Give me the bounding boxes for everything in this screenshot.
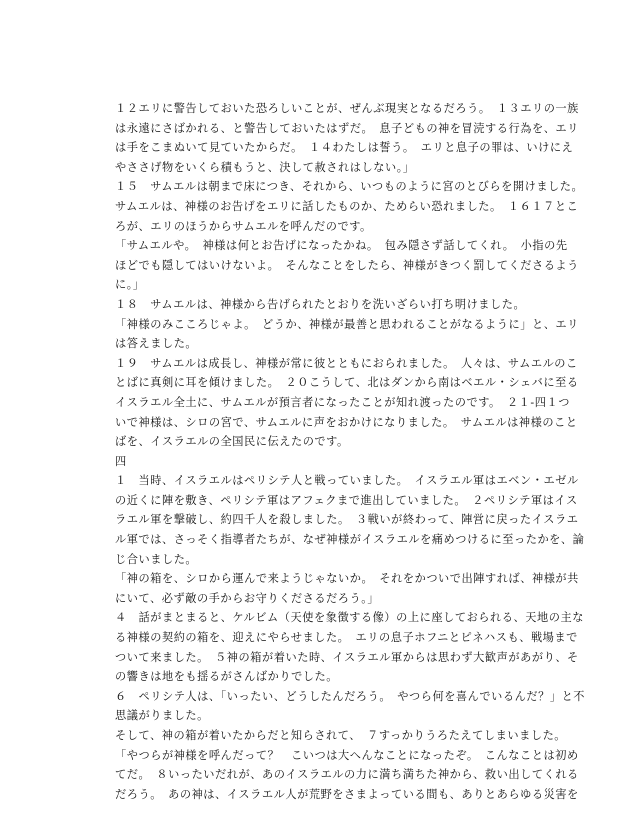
text-line: じ合いました。 bbox=[115, 552, 198, 566]
text-line: サムエルは、神様のお告げをエリに話したものか、ためらい恐れました。 １６１７とこ bbox=[115, 199, 579, 213]
text-line: とばに真剣に耳を傾けました。 ２０こうして、北はダンから南はベエル・シェバに至る bbox=[115, 376, 579, 390]
text-line: ６ ペリシテ人は、「いったい、どうしたんだろう。 やつら何を喜んでいるんだ？」と不 bbox=[115, 689, 586, 703]
text-line: ばを、イスラエルの全国民に伝えたのです。 bbox=[115, 435, 349, 449]
text-line: は答えました。 bbox=[115, 337, 198, 351]
text-line: ラエル軍を撃破し、約四千人を殺しました。 ３戦いが終わって、陣営に戻ったイスラエ bbox=[115, 513, 579, 527]
text-line: る神様の契約の箱を、迎えにやらせました。 エリの息子ホフニとピネハスも、戦場まで bbox=[115, 631, 578, 645]
text-line: に。」 bbox=[115, 278, 145, 292]
text-line: ろが、エリのほうからサムエルを呼んだのです。 bbox=[115, 219, 372, 233]
text-line: イスラエル全土に、サムエルが預言者になったことが知れ渡ったのです。 ２１‐四１つ bbox=[115, 395, 570, 409]
text-line: は永遠にさばかれる、と警告しておいたはずだ。 息子どもの神を冒涜する行為を、エリ bbox=[115, 121, 579, 135]
text-line: は手をこまぬいて見ていたからだ。 １４わたしは誓う。 エリと息子の罪は、いけにえ bbox=[115, 141, 574, 155]
text-line: 四 bbox=[115, 454, 127, 468]
text-line: やささげ物をいくら積もうと、決して赦されはしない。」 bbox=[115, 160, 415, 174]
text-line: そして、神の箱が着いたからだと知らされて、 ７すっかりうろたえてしまいました。 bbox=[115, 729, 567, 742]
text-line: てだ。 ８いったいだれが、あのイスラエルの力に満ち満ちた神から、救い出してくれる bbox=[115, 768, 579, 782]
text-line: の近くに陣を敷き、ペリシテ軍はアフェクまで進出していました。 ２ペリシテ軍はイス bbox=[115, 493, 578, 507]
body-text bbox=[115, 99, 586, 804]
text-line: 「神の箱を、シロから運んで来ようじゃないか。 それをかついで出陣すれば、神様が共 bbox=[115, 572, 579, 586]
text-line: 「神様のみこころじゃよ。 どうか、神様が最善と思われることがなるように」と、エリ bbox=[115, 317, 579, 331]
text-line: の響きは地をも揺るがさんばかりでした。 bbox=[115, 670, 339, 684]
text-line: １２エリに警告しておいた恐ろしいことが、ぜんぶ現実となるだろう。 １３エリの一族 bbox=[115, 102, 579, 115]
text-line: １ 当時、イスラエルはペリシテ人と戦っていました。 イスラエル軍はエベン・エゼル bbox=[115, 474, 579, 488]
text-line: １９ サムエルは成長し、神様が常に彼とともにおられました。 人々は、サムエルのこ bbox=[115, 356, 578, 370]
text-line: ル軍では、さっそく指導者たちが、なぜ神様がイスラエルを痛めつけるに至ったかを、論 bbox=[115, 533, 585, 547]
text-line: いで神様は、シロの宮で、サムエルに声をおかけになりました。 サムエルは神様のこと bbox=[115, 415, 578, 429]
text-line: １８ サムエルは、神様から告げられたとおりを洗いざらい打ち明けました。 bbox=[115, 297, 526, 311]
text-line: にいて、必ず敵の手からお守りくださるだろう。」 bbox=[115, 591, 380, 605]
text-line: １５ サムエルは朝まで床につき、それから、いつものように宮のとびらを開けました。 bbox=[115, 180, 584, 194]
text-line: 思議がりました。 bbox=[115, 709, 209, 723]
text-line: 「サムエルや。 神様は何とお告げになったかね。 包み隠さず話してくれ。 小指の先 bbox=[115, 239, 568, 253]
text-line: 「やつらが神様を呼んだって？ こいつは大へんなことになったぞ。 こんなことは初め bbox=[115, 748, 579, 762]
text-line: ４ 話がまとまると、ケルビム（天使を象徴する像）の上に座しておられる、天地の主な bbox=[115, 611, 584, 625]
text-line: だろう。 あの神は、イスラエル人が荒野をさまよっている間も、ありとあらゆる災害を bbox=[115, 787, 579, 801]
text-line: ついて来ました。 ５神の箱が着いた時、イスラエル軍からは思わず大歓声があがり、そ bbox=[115, 650, 579, 664]
text-line: ほどでも隠してはいけないよ。 そんなことをしたら、神様がきつく罰してくださるよう bbox=[115, 258, 579, 272]
